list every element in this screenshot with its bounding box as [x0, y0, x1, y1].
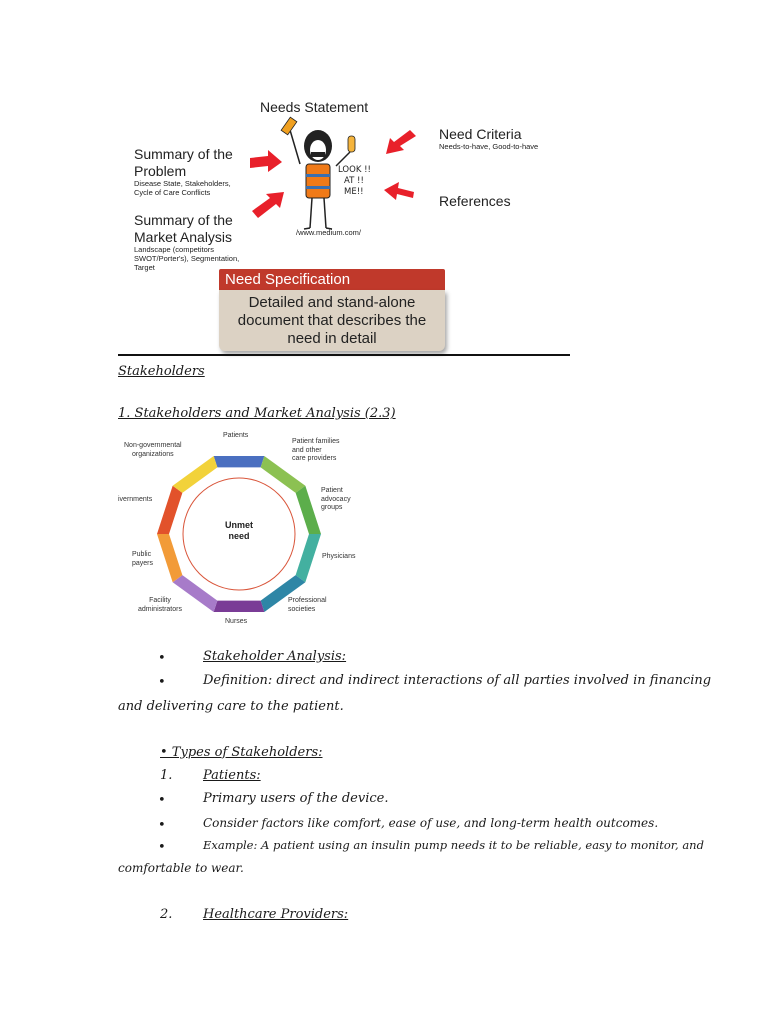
- summary-market-sub1: Landscape (competitors: [134, 245, 215, 254]
- horizontal-rule: [118, 354, 570, 356]
- bullet-4: •: [158, 818, 166, 833]
- label-public-payers: [132, 551, 153, 568]
- summary-market-sub2: SWOT/Porter's), Segmentation,: [134, 254, 240, 263]
- bullet-2: •: [158, 675, 166, 690]
- heading-section-1: 1. Stakeholders and Market Analysis (2.3): [118, 406, 396, 421]
- label-families: [292, 438, 339, 464]
- image-credit: /www.medium.com/: [296, 228, 362, 237]
- label-professional: [288, 597, 327, 614]
- needs-statement-label: Needs Statement: [260, 99, 369, 115]
- wheel-center-line1: Unmet: [224, 520, 254, 530]
- need-criteria-sub: Needs-to-have, Good-to-have: [439, 142, 539, 151]
- definition-text-line1: direct and indirect interactions of all parties involved in financing: [272, 673, 712, 688]
- label-families-line2: and other: [292, 446, 322, 454]
- label-public-line1: Public: [132, 551, 152, 558]
- label-families-line3: care providers: [292, 455, 337, 462]
- sign-line1: LOOK !!: [338, 165, 371, 175]
- label-facility: [138, 597, 182, 614]
- label-governments: ivernments: [118, 496, 153, 503]
- label-ngo: [124, 442, 182, 459]
- label-ngo-line2: organizations: [131, 450, 174, 458]
- definition-line2: and delivering care to the patient.: [118, 699, 344, 714]
- label-physicians: Physicians: [322, 553, 356, 560]
- spec-body-line1: Detailed and stand-alone: [248, 294, 416, 311]
- arrow-left-top-icon: [250, 150, 282, 172]
- wheel-segment: [157, 534, 182, 582]
- label-professional-line2: societies: [288, 605, 316, 613]
- patients-point-3-line2: comfortable to wear.: [118, 861, 244, 875]
- label-patients: Patients: [223, 432, 249, 439]
- arrow-right-top-icon: [386, 130, 416, 154]
- wheel-center-line2: need: [228, 531, 250, 541]
- stakeholder-analysis-heading: Stakeholder Analysis:: [203, 649, 347, 664]
- definition-label: Definition:: [203, 673, 273, 688]
- summary-market-sub3: Target: [134, 263, 155, 272]
- arrow-left-bottom-icon: [252, 192, 284, 218]
- definition-line1: [203, 673, 711, 688]
- wheel-segment: [214, 601, 265, 612]
- bullet-5: •: [158, 840, 166, 855]
- summary-problem-sub1: Disease State, Stakeholders,: [134, 179, 231, 188]
- label-public-line2: payers: [132, 559, 154, 567]
- spec-body-line2: document that describes the: [237, 312, 427, 329]
- wheel-segment: [214, 456, 265, 467]
- bullet-3: •: [158, 793, 166, 808]
- list-number-1: 1.: [160, 768, 173, 783]
- summary-market-line2: Market Analysis: [134, 229, 233, 245]
- summary-problem-line2: Problem: [134, 163, 187, 179]
- patients-point-1: Primary users of the device.: [203, 791, 389, 806]
- label-families-line1: Patient families: [292, 438, 340, 445]
- list-number-2: 2.: [160, 907, 173, 922]
- needs-statement-figure: [118, 92, 539, 354]
- label-nurses: Nurses: [225, 618, 248, 625]
- label-professional-line1: Professional: [288, 597, 327, 604]
- sign-line3: ME!!: [344, 187, 364, 197]
- label-ngo-line1: Non-governmental: [124, 442, 182, 449]
- healthcare-providers-heading: Healthcare Providers:: [203, 907, 349, 922]
- summary-market-line1: Summary of the: [134, 212, 233, 228]
- heading-stakeholders: Stakeholders: [118, 364, 205, 379]
- spec-body-line3: need in detail: [287, 330, 377, 347]
- label-advocacy-line1: Patient: [321, 487, 343, 494]
- cartoon-figure-illustration: [238, 116, 438, 236]
- label-advocacy-line3: groups: [321, 504, 343, 511]
- types-of-stakeholders-heading: • Types of Stakeholders:: [160, 745, 323, 760]
- sign-line2: AT !!: [344, 176, 364, 186]
- patients-point-3-line1: Example: A patient using an insulin pump needs it to be reliable, easy to monitor, and: [203, 838, 704, 852]
- need-specification-header: Need Specification: [219, 269, 445, 290]
- label-advocacy: [321, 487, 351, 513]
- summary-problem-sub2: Cycle of Care Conflicts: [134, 188, 211, 197]
- wheel-segment: [157, 486, 182, 534]
- label-advocacy-line2: advocacy: [321, 495, 351, 503]
- wheel-segment: [296, 534, 321, 582]
- need-specification-body: [219, 290, 445, 351]
- label-facility-line2: administrators: [138, 605, 182, 613]
- wheel-segment: [296, 486, 321, 534]
- patients-heading: Patients:: [203, 768, 261, 783]
- label-facility-line1: Facility: [149, 597, 171, 604]
- patients-point-2: Consider factors like comfort, ease of use, and long-term health outcomes.: [203, 816, 659, 830]
- stakeholder-wheel-figure: [118, 428, 358, 633]
- bullet-1: •: [158, 651, 166, 666]
- arrow-right-bottom-icon: [384, 182, 414, 200]
- summary-problem-line1: Summary of the: [134, 146, 233, 162]
- references-label: References: [439, 193, 511, 209]
- need-criteria-label: Need Criteria: [439, 126, 522, 142]
